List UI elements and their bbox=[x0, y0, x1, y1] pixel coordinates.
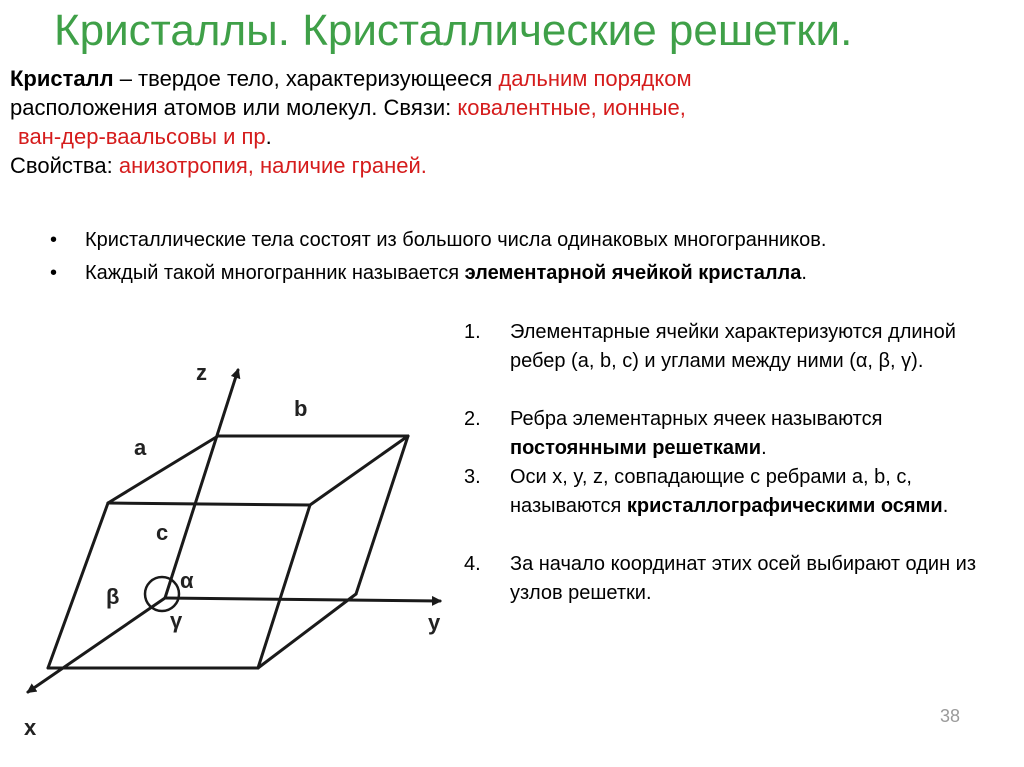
angle-arc bbox=[145, 577, 179, 611]
axis-y-line bbox=[165, 598, 440, 601]
axis-x-label: x bbox=[24, 715, 37, 740]
bullet-item: • Кристаллические тела состоят из большого числа одинаковых многогранников. bbox=[40, 226, 870, 255]
angle-beta-label: β bbox=[106, 584, 120, 609]
numbered-item: 1. Элементарные ячейки характеризуются длиной ребер (a, b, c) и углами между ними (α, β, γ). bbox=[464, 321, 956, 372]
edge-c-label: c bbox=[156, 520, 169, 545]
edge-a-label: a bbox=[134, 435, 147, 460]
numbered-list bbox=[464, 318, 1004, 608]
axis-z-label: z bbox=[196, 360, 207, 385]
term-crystal: Кристалл bbox=[10, 66, 114, 91]
page-title: Кристаллы. Кристаллические решетки. bbox=[54, 6, 853, 55]
definition-line-3: ван-дер-ваальсовы и пр. bbox=[18, 124, 272, 149]
cell-edge-top-left bbox=[108, 436, 218, 503]
highlight-properties: анизотропия, наличие граней. bbox=[118, 153, 427, 178]
cell-edge-top-front bbox=[108, 503, 310, 505]
angle-alpha-label: α bbox=[180, 568, 194, 593]
axis-z-line bbox=[165, 370, 238, 598]
page-number: 38 bbox=[940, 706, 961, 726]
highlight-van-der-waals: ван-дер-ваальсовы и пр bbox=[18, 124, 266, 149]
bullet-item: • Каждый такой многогранник называется элементарной ячейкой кристалла. bbox=[40, 259, 870, 288]
properties-line: Свойства: анизотропия, наличие граней. bbox=[10, 153, 427, 178]
numbered-item: 3. Оси x, y, z, совпадающие с ребрами a, b, c, называются кристаллографическими осями. bbox=[464, 466, 949, 517]
axis-y-label: y bbox=[428, 610, 441, 635]
numbered-item: 2. Ребра элементарных ячеек называются постоянными решетками. bbox=[464, 408, 883, 459]
axis-x-line bbox=[28, 598, 165, 692]
unit-cell-diagram bbox=[0, 0, 470, 767]
bullet-icon: • bbox=[50, 229, 58, 251]
numbered-item: 4. За начало координат этих осей выбирают один из узлов решетки. bbox=[464, 553, 977, 604]
cell-edge-right-front bbox=[258, 505, 310, 668]
cell-edge-right-back bbox=[356, 436, 408, 594]
definition-line-2: расположения атомов или молекул. Связи: ковалентные, ионные, bbox=[10, 95, 686, 120]
cell-edge-bottom-right bbox=[258, 594, 356, 668]
highlight-bond-types: ковалентные, ионные, bbox=[457, 95, 686, 120]
cell-edge-top-right bbox=[310, 436, 408, 505]
bullet-icon: • bbox=[50, 262, 58, 284]
highlight-long-range-order: дальним порядком bbox=[498, 66, 692, 91]
definition-line-1: Кристалл – твердое тело, характеризующееся дальним порядком bbox=[10, 66, 692, 91]
edge-b-label: b bbox=[294, 396, 308, 421]
angle-gamma-label: γ bbox=[170, 608, 183, 633]
